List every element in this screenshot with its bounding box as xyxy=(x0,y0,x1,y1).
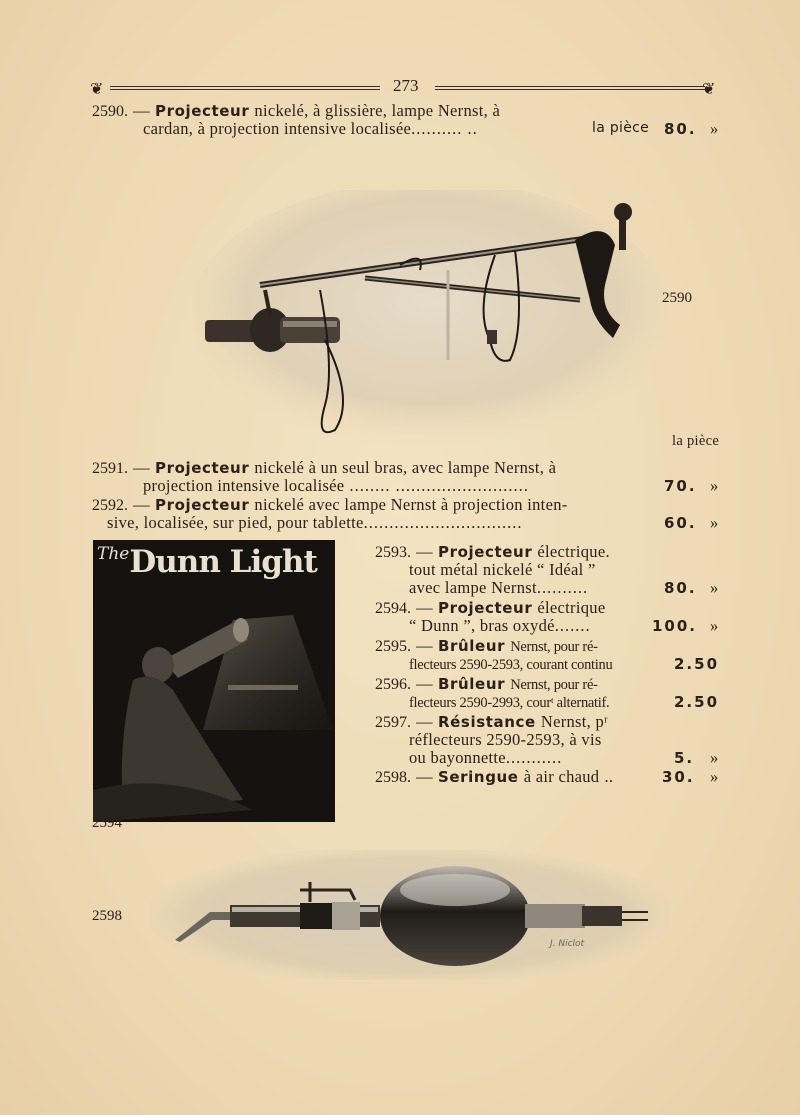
left-ornament: ❦ xyxy=(90,79,104,98)
poster-title-the: The xyxy=(97,544,130,564)
entry-price: 70. xyxy=(664,477,697,495)
entry-number: 2598. xyxy=(375,769,411,786)
poster-title-name: Dunn Light xyxy=(129,544,317,580)
entry-name: Brûleur xyxy=(438,675,506,693)
entry-number: 2593. xyxy=(375,544,411,561)
entry-price: 2.50 xyxy=(674,693,720,711)
entry-number: 2592. xyxy=(92,497,128,514)
figure-2590 xyxy=(195,190,665,450)
page-number: 273 xyxy=(393,76,419,95)
entry-number: 2590. xyxy=(92,103,128,120)
entry-number: 2595. xyxy=(375,638,411,655)
entry-name: Seringue xyxy=(438,768,519,786)
entry-price: 30. xyxy=(662,768,695,786)
figure-2594-dunn-light-poster xyxy=(93,540,335,822)
entry-price: 80. xyxy=(664,579,697,597)
price-unit: la pièce xyxy=(592,120,650,136)
entry-name: Projecteur xyxy=(155,102,250,120)
syringe-2598-illustration xyxy=(150,850,670,980)
entry-number: 2591. xyxy=(92,460,128,477)
poster-illustration xyxy=(93,540,335,822)
entry-name: Résistance xyxy=(438,713,536,731)
entry-price: 2.50 xyxy=(674,655,720,673)
entry-price: 80. xyxy=(664,120,697,138)
engraver-signature: J. Niclot xyxy=(550,939,585,949)
header-rule-left xyxy=(110,86,380,90)
figure-2590-label: 2590 xyxy=(662,290,692,306)
right-ornament: ❦ xyxy=(702,79,716,98)
figure-2598-label: 2598 xyxy=(92,908,122,924)
entry-number: 2597. xyxy=(375,714,411,731)
projector-2590-illustration xyxy=(195,190,665,450)
entry-name: Projecteur xyxy=(155,459,250,477)
entry-name: Projecteur xyxy=(438,599,533,617)
entry-price: 60. xyxy=(664,514,697,532)
entry-name: Brûleur xyxy=(438,637,506,655)
entry-name: Projecteur xyxy=(155,496,250,514)
entry-price: 5. xyxy=(674,749,695,767)
entry-number: 2596. xyxy=(375,676,411,693)
header-rule-right xyxy=(435,86,705,90)
figure-2594-label: 2594 xyxy=(92,815,122,831)
price-unit-label: la pièce xyxy=(672,433,720,449)
entry-number: 2594. xyxy=(375,600,411,617)
figure-2598-syringe xyxy=(150,850,670,980)
entry-price: 100. xyxy=(652,617,698,635)
entry-name: Projecteur xyxy=(438,543,533,561)
